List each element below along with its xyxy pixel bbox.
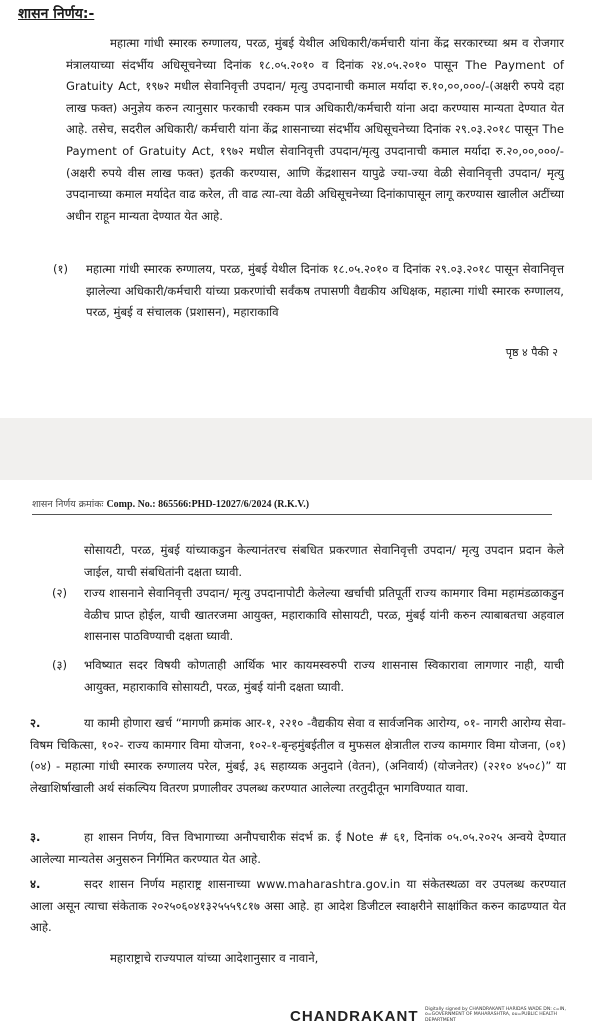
condition-text: महात्मा गांधी स्मारक रुग्णालय, परळ, मुंबई येथील दिनांक १८.०५.२०१० व दिनांक २९.०३.२०१८ पासून सेवानिवृत्त झालेल्या अधिकारी/कर्मचारी यांच्या प्रकरणांची सर्वंकष तपासणी वैद्यकीय अधिक्षक, महात्मा गांधी स्मारक रुग्णालय, परळ, मुंबई व संचालक (प्रशासन), महाराकावि xyxy=(86,262,564,320)
order-paragraph-2 xyxy=(30,713,566,799)
condition-text: राज्य शासनाने सेवानिवृत्ती उपदान/ मृत्यु उपदानापोटी केलेल्या खर्चाची प्रतिपूर्ती राज्य कामगार विमा महामंडळाकडुन वेळीच प्राप्त होईल, याची खातरजमा आयुक्त, महाराकावि सोसायटी, परळ, मुंबई यांनी करुन त्याबाबतचा अहवाल शासनास पाठविण्याची दक्षता घ्यावी. xyxy=(84,586,564,644)
condition-number: (२) xyxy=(52,586,68,600)
paragraph-number: ४. xyxy=(30,877,41,891)
section-heading: शासन निर्णय:- xyxy=(18,6,95,22)
condition-item-1 xyxy=(54,259,564,324)
order-paragraph-4 xyxy=(30,874,566,939)
condition-text: भविष्यात सदर विषयी कोणताही आर्थिक भार कायमस्वरुपी राज्य शासनास स्विकारावा लागणार नाही, याची आयुक्त, महाराकावि सोसायटी, परळ, मुंबई यांनी दक्षता घ्यावी. xyxy=(84,658,564,694)
order-number-label: शासन निर्णय क्रमांकः xyxy=(32,499,104,510)
header-divider xyxy=(32,514,552,515)
condition-number: (३) xyxy=(52,658,68,672)
paragraph-number: २. xyxy=(30,716,41,730)
signatory-name: CHANDRAKANT xyxy=(290,1008,419,1025)
digital-signature-details: Digitally signed by CHANDRAKANT HARIDAS WADE DN: c=IN, o=GOVERNMENT OF MAHARASHTRA, ou=PUBLIC HEALTH DEPARTMENT xyxy=(425,1007,566,1023)
paragraph-text: हा शासन निर्णय, वित्त विभागाच्या अनौपचारीक संदर्भ क्र. ई Note # ६१, दिनांक ०५.०५.२०२५ अन्वये देण्यात आलेल्या मान्यतेस अनुसरुन निर्गमित करण्यात येत आहे. xyxy=(30,830,566,866)
page-number: पृष्ठ ४ पैकी २ xyxy=(505,346,558,359)
condition-item-3 xyxy=(52,655,564,698)
page-separator xyxy=(0,418,592,480)
page-header xyxy=(32,497,309,510)
order-number-value: Comp. No.: 865566:PHD-12027/6/2024 (R.K.V.) xyxy=(106,499,310,510)
condition-number: (१) xyxy=(53,262,69,276)
order-paragraph-3 xyxy=(30,827,566,870)
paragraph-text: सदर शासन निर्णय महाराष्ट्र शासनाच्या www.maharashtra.gov.in या संकेतस्थळा वर उपलब्ध करण्यात आला असून त्याचा संकेताक २०२५०६०४१३२५५५९८१७ असा आहे. हा आदेश डिजीटल स्वाक्षरीने साक्षांकित करुन काढण्यात येत आहे. xyxy=(30,877,566,935)
closing-line: महाराष्ट्राचे राज्यपाल यांच्या आदेशानुसार व नावाने, xyxy=(110,951,319,965)
paragraph-number: ३. xyxy=(30,830,41,844)
order-paragraph-1: महात्मा गांधी स्मारक रुग्णालय, परळ, मुंबई येथील अधिकारी/कर्मचारी यांना केंद्र सरकारच्या श्रम व रोजगार मंत्रालयाच्या संदर्भीय अधिसूचनेच्या दिनांक १८.०५.२०१० व दिनांक २४.०५.२०१० पासून The Payment of Gratuity Act, १९७२ मधील सेवानिवृत्ती उपदान/ मृत्यु उपदानाची कमाल मर्यादा रु.१०,००,०००/-(अक्षरी रुपये दहा लाख फक्त) अनुज्ञेय करुन त्यानुसार फरकाची रक्कम पात्र अधिकारी/कर्मचारी यांना अदा करण्यास मान्यता देण्यात येत आहे. तसेच, सदरील अधिकारी/ कर्मचारी यांना केंद्र शासनाच्या संदर्भीय अधिसूचनेच्या दिनांक २९.०३.२०१८ पासून The Payment of Gratuity Act, १९७२ मधील सेवानिवृत्ती उपदान/मृत्यु उपदानाची कमाल मर्यादा रु.२०,००,०००/- (अक्षरी रुपये वीस लाख फक्त) इतकी करण्यास, आणि केंद्रशासन यापुढे ज्या-ज्या वेळी सेवानिवृत्ती उपदान/ मृत्यु उपदानाच्या कमाल मर्यादेत वाढ करेल, ती वाढ त्या-त्या वेळी अधिसूचनेच्या दिनांकापासून लागू करण्यास खालील अटींच्या अधीन राहून मान्यता देण्यात येत आहे. xyxy=(66,36,564,223)
condition-1-continuation: सोसायटी, परळ, मुंबई यांच्याकडुन केल्यानंतरच संबधित प्रकरणात सेवानिवृत्ती उपदान/ मृत्यु उपदान प्रदान केले जाईल, याची संबधितांनी दक्षता घ्यावी. xyxy=(84,543,564,579)
condition-item-2 xyxy=(52,583,564,648)
paragraph-text: या कामी होणारा खर्च “मागणी क्रमांक आर-१, २२१० -वैद्यकीय सेवा व सार्वजनिक आरोग्य, ०१- नागरी आरोग्य सेवा- विषम चिकित्सा, १०२- राज्य कामगार विमा योजना, १०२-१-बृन्हमुंबईतील व मुफसल क्षेत्रातील राज्य कामगार विमा योजना, (०१) (०४) - महात्मा गांधी स्मारक रुग्णालय परेल, मुंबई, ३६ सहाय्यक अनुदाने (वेतन), (अनिवार्य) (योजनेतर) (२२१० ४५०८)” या लेखाशिर्षाखाली अर्थ संकल्पिय वितरण प्रणालीवर उपलब्ध करण्यात आलेल्या तरतुदीतून भागविण्यात यावा. xyxy=(30,716,566,795)
